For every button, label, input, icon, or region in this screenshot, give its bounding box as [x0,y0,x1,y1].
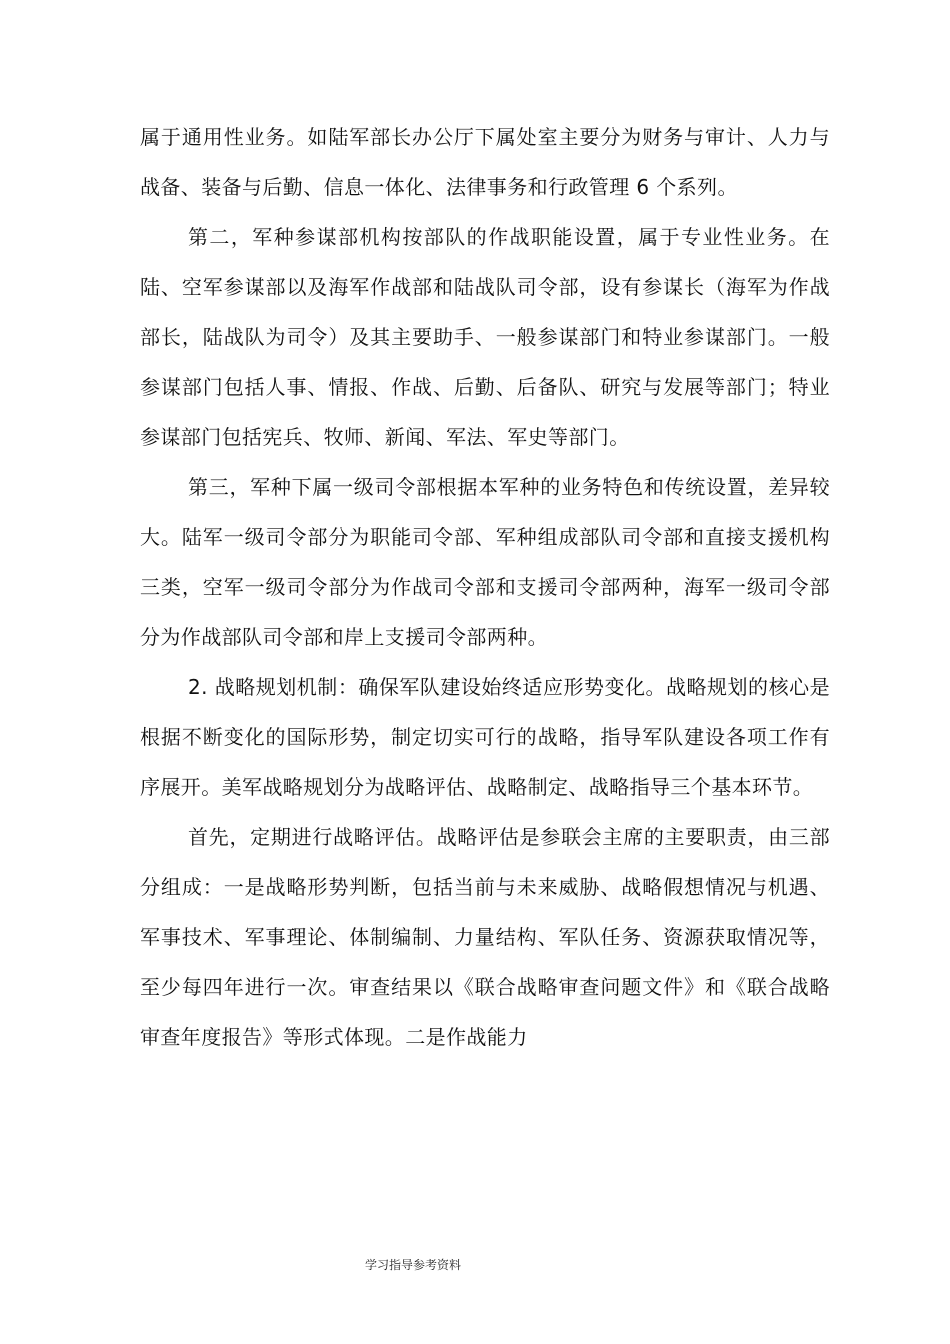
page-footer: 学习指导参考资料 [365,1258,462,1272]
paragraph-3: 第三，军种下属一级司令部根据本军种的业务特色和传统设置，差异较大。陆军一级司令部分为职能司令部、军种组成部队司令部和直接支援机构三类，空军一级司令部分为作战司令部和支援司令部两种，海军一级司令部分为作战部队司令部和岸上支援司令部两种。 [140,475,830,649]
paragraph-5: 首先，定期进行战略评估。战略评估是参联会主席的主要职责，由三部分组成：一是战略形势判断，包括当前与未来威胁、战略假想情况与机遇、军事技术、军事理论、体制编制、力量结构、军队任务、资源获取情况等，至少每四年进行一次。审查结果以《联合战略审查问题文件》和《联合战略审查年度报告》等形式体现。二是作战能力 [140,825,830,1049]
paragraph-4: 2. 战略规划机制：确保军队建设始终适应形势变化。战略规划的核心是根据不断变化的国际形势，制定切实可行的战略，指导军队建设各项工作有序展开。美军战略规划分为战略评估、战略制定、战略指导三个基本环节。 [140,675,830,799]
paragraph-2: 第二，军种参谋部机构按部队的作战职能设置，属于专业性业务。在陆、空军参谋部以及海军作战部和陆战队司令部，设有参谋长（海军为作战部长，陆战队为司令）及其主要助手、一般参谋部门和特业参谋部门。一般参谋部门包括人事、情报、作战、后勤、后备队、研究与发展等部门；特业参谋部门包括宪兵、牧师、新闻、军法、军史等部门。 [140,225,830,449]
document-body [140,112,830,1062]
paragraph-1: 属于通用性业务。如陆军部长办公厅下属处室主要分为财务与审计、人力与战备、装备与后勤、信息一体化、法律事务和行政管理 6 个系列。 [140,125,830,199]
